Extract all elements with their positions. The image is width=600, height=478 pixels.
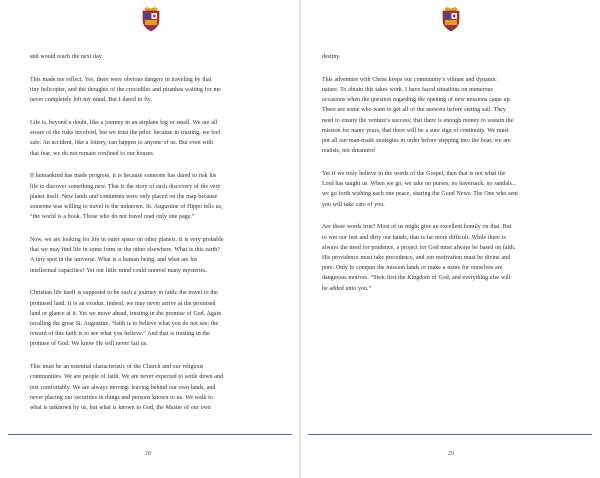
paragraph: This made me reflect. Yes, there were obvious dangers in traveling by that tiny helicopter, and the thoughts of the crocodiles and piranhas waiting for me never completely left my mind. But I dared to fly. xyxy=(30,76,221,104)
page-number: 28 xyxy=(145,451,151,457)
coat-of-arms-icon xyxy=(140,6,162,32)
paragraph: Life is, beyond a doubt, like a journey in an airplane big or small. We are all aware of the risks involved, but we trust the pilot: because in trusting, we feel safe. An accident, like a lottery, can happen to anyone of us. But even with that fear, we do not remain confined to our houses. xyxy=(30,120,221,157)
footer-rule xyxy=(308,434,592,435)
right-page xyxy=(300,0,600,478)
paragraph: If humankind has made progress, it is because someone has dared to risk his life to discover something new. That is the story of each discovery of the very planet itself. New lands and continents were only placed on the map because someone was willing to travel to the unknown. St. Augustine of Hippo tells us, “the world is a book. Those who do not travel read only one page.” xyxy=(30,173,223,221)
page-number: 29 xyxy=(448,451,454,457)
footer-rule xyxy=(8,434,292,435)
paragraph: Now, we are looking for life in outer space on other planets. It is very probable that we may find life in some form or the other elsewhere. What is this earth? A tiny spot in the universe. What is a human being, and what are his intellectual capacities? Yet our little mind could unravel many mysteries. xyxy=(30,237,224,274)
paragraph: Yet if we truly believe in the words of the Gospel, then that is not what the Lord has taught us. When we go, we take no purses, no haversack, no sandals... we go forth wishing each one peace, sharing the Good News. The One who sent you will take care of you. xyxy=(322,171,518,208)
paragraph: Are these words true? Most of us might give an excellent homily on that. But to wet our feet and dirty our hands, that is far more difficult. While there is always the need for prudence, a project for God must always be based on faith. His providence must take precedence, and our motivation must be divine and pure. Only to conquer the mission lands or make a name for ourselves are dangerous motives. “Seek first the Kingdom of God, and everything else will be added unto you.” xyxy=(322,224,516,292)
coat-of-arms-icon xyxy=(440,6,462,32)
paragraph: Christian life itself is supposed to be such a journey in faith: the travel to the promised land. It is an exodus. Indeed, we may never arrive at the promised land or glance at it. Yet we move ahead, trusting in the promise of God. Again recalling the great St. Augustine, “faith is to believe what you do not see; the reward of this faith is to see what you believe.” And that is trusting in the promise of God. We know He will never fail us. xyxy=(30,290,222,348)
paragraph: This adventure with Christ keeps our community’s vibrant and dynamic nature. To obtain this takes work. I have faced situations on numerous occasions when the question regarding the opening of new missions came up. There are some who want to get all of the answers before setting sail. They need to ensure the venture’s success; that there is enough money to sustain the mission for many years, that there will be a sure sign of continuity. We must put all our man-made strategies in order before stepping into the boat; we are realists, not dreamers! xyxy=(322,76,514,155)
page-body-text xyxy=(322,52,572,306)
paragraph: destiny. xyxy=(322,54,341,60)
paragraph: and would reach the next day. xyxy=(30,54,103,60)
page-body-text xyxy=(30,52,278,426)
paragraph: This must be an essential characteristic of the Church and our religious communities. We are people of faith. We are never expected to settle down and rest comfortably. We are always moving: leaving behind our own lands, and never placing our securities in things and persons known to us. We walk to what is unknown by us, but what is known to God, the Master of our own xyxy=(30,364,224,412)
